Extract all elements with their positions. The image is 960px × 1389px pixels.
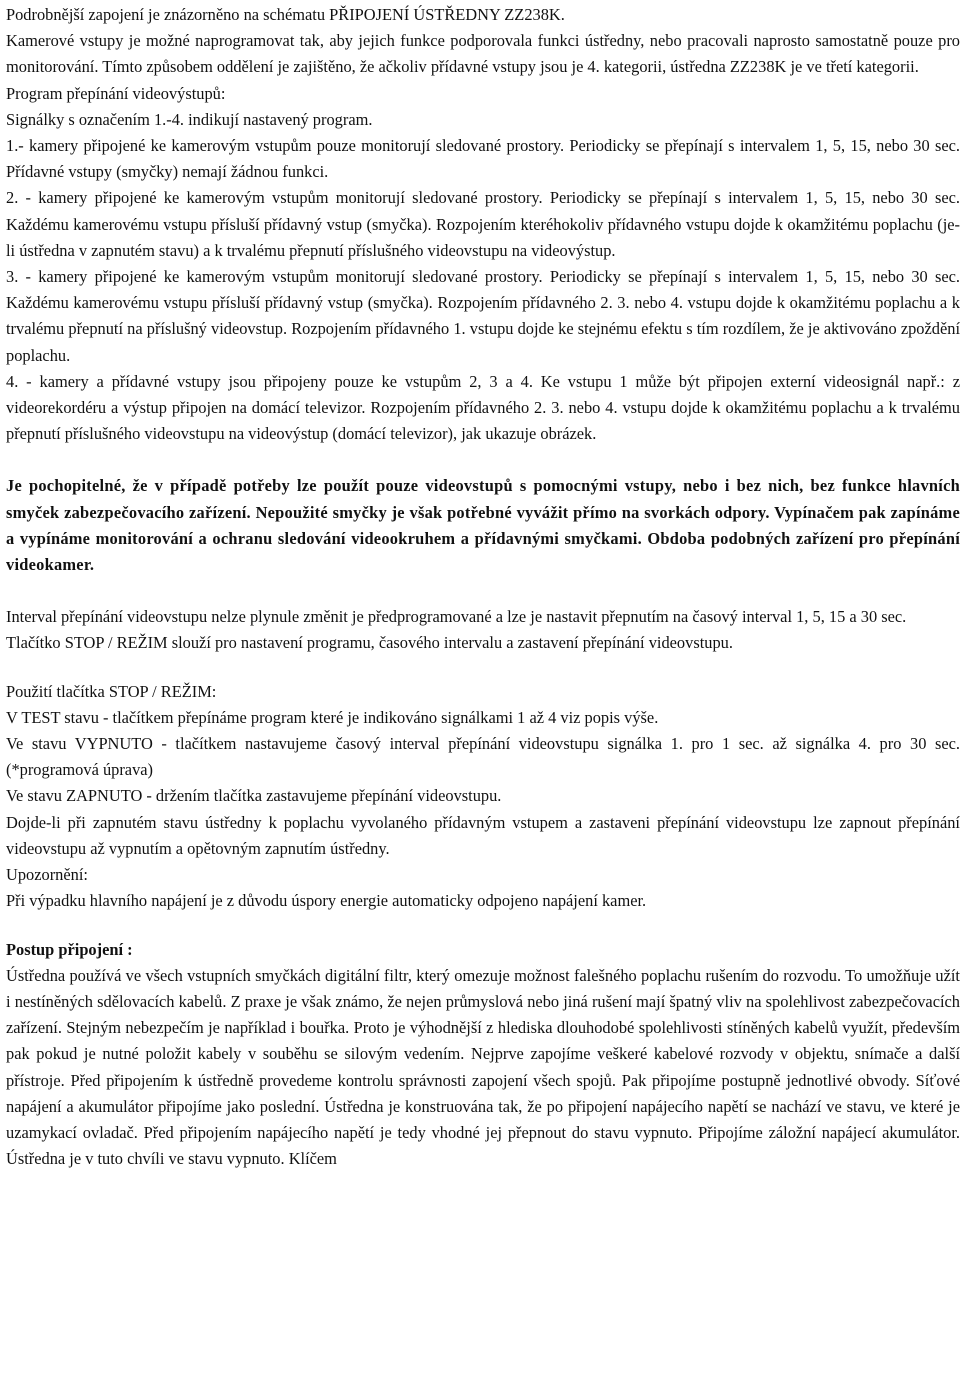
program-2-paragraph: 2. - kamery připojené ke kamerovým vstupům monitorují sledované prostory. Periodicky se přepínají s intervalem 1, 5, 15, nebo 30 sec. Každému kamerovému vstupu přísluší přídavný vstup (smyčka). Rozpojením kteréhokoliv přídavného vstupu dojde k okamžitému poplachu (je-li ústředna v zapnutém stavu) a k trvalému přepnutí příslušného videovstupu na videovýstup. (6, 188, 960, 260)
camera-inputs-paragraph: Kamerové vstupy je možné naprogramovat tak, aby jejich funkce podporovala funkci ústředny, nebo pracovali naprosto samostatně pouze pro monitorování. Tímto způsobem oddělení je zajištěno, že ačkoliv přídavné vstupy jsou je 4. kategorii, ústředna ZZ238K je ve třetí kategorii. (6, 31, 960, 77)
test-state-paragraph: V TEST stavu - tlačítkem přepínáme program které je indikováno signálkami 1 až 4 viz popis výše. (6, 707, 659, 727)
stop-mode-usage-heading: Použití tlačítka STOP / REŽIM: (6, 681, 217, 701)
switching-interval-paragraph: Interval přepínání videovstupu nelze plynule změnit je předprogramované a lze je nastavit přepnutím na časový interval 1, 5, 15 a 30 sec. (6, 607, 907, 627)
off-state-paragraph: Ve stavu VYPNUTO - tlačítkem nastavujeme časový interval přepínání videovstupu signálka 1. pro 1 sec. až signálka 4. pro 30 sec. (*programová úprava) (6, 734, 960, 780)
on-state-paragraph: Ve stavu ZAPNUTO - držením tlačítka zastavujeme přepínání videovstupu. (6, 786, 502, 806)
program-3-paragraph: 3. - kamery připojené ke kamerovým vstupům monitorují sledované prostory. Periodicky se přepínají s intervalem 1, 5, 15, nebo 30 sec. Každému kamerovému vstupu přísluší přídavný vstup (smyčka). Rozpojením přídavného 2. 3. nebo 4. vstupu dojde k okamžitému poplachu a k trvalému přepnutí na příslušný videovstup. Rozpojením přídavného 1. vstupu dojde ke stejnému efektu s tím rozdílem, že je aktivováno zpoždění poplachu. (6, 267, 960, 365)
connection-procedure-paragraph: Ústředna používá ve všech vstupních smyčkách digitální filtr, který omezuje možnost falešného poplachu rušením do rozvodu. To umožňuje užít i nestíněných sdělovacích kabelů. Z praxe je však známo, že nejen průmyslová nebo jiná rušení mají špatný vliv na spolehlivost zabezpečovacích zařízení. Stejným nebezpečím je například i bouřka. Proto je výhodnější z hlediska dlouhodobé spolehlivosti stíněných kabelů využít, především pak pokud je nutné položit kabely v souběhu se silovým vedením. Nejprve zapojíme veškeré kabelové rozvody v objektu, snímače a další přístroje. Před připojením k ústředně provedeme kontrolu správnosti zapojení všech spojů. Pak připojíme postupně jednotlivé obvody. Síťové napájení a akumulátor připojíme jako poslední. Ústředna je konstruována tak, že po připojení napájecího napětí se nachází ve stavu, ve které je uzamykací ovladač. Před připojením napájecího napětí je tedy vhodné jej přepnout do stavu vypnuto. Připojíme záložní napájecí akumulátor. Ústředna je v tuto chvíli ve stavu vypnuto. Klíčem (6, 965, 960, 1169)
warning-heading: Upozornění: (6, 865, 88, 885)
document-page (6, 2, 960, 1172)
connection-procedure-heading: Postup připojení : (6, 939, 133, 959)
indicator-lights-paragraph: Signálky s označením 1.-4. indikují nastavený program. (6, 109, 373, 129)
bold-note-paragraph: Je pochopitelné, že v případě potřeby lze použít pouze videovstupů s pomocnými vstupy, nebo i bez nich, bez funkce hlavních smyček zabezpečovacího zařízení. Nepoužité smyčky je však potřebné vyvážit přímo na svorkách odpory. Vypínačem pak zapínáme a vypínáme monitorování a ochranu sledování videookruhem a přídavnými smyčkami. Obdoba podobných zařízení pro přepínání videokamer. (6, 476, 960, 575)
power-failure-paragraph: Při výpadku hlavního napájení je z důvodu úspory energie automaticky odpojeno napájení kamer. (6, 891, 647, 911)
alarm-switching-paragraph: Dojde-li při zapnutém stavu ústředny k poplachu vyvolaného přídavným vstupem a zastaveni přepínání videovstupu lze zapnout přepínání videovstupu až vypnutím a opětovným zapnutím ústředny. (6, 812, 960, 858)
program-1-paragraph: 1.- kamery připojené ke kamerovým vstupům pouze monitorují sledované prostory. Periodicky se přepínají s intervalem 1, 5, 15, nebo 30 sec. Přídavné vstupy (smyčky) nemají žádnou funkci. (6, 136, 960, 182)
intro-schematic-reference: Podrobnější zapojení je znázorněno na schématu PŘIPOJENÍ ÚSTŘEDNY ZZ238K. (6, 5, 565, 24)
stop-mode-button-paragraph: Tlačítko STOP / REŽIM slouží pro nastavení programu, časového intervalu a zastavení přepínání videovstupu. (6, 633, 733, 653)
program-4-paragraph: 4. - kamery a přídavné vstupy jsou připojeny pouze ke vstupům 2, 3 a 4. Ke vstupu 1 může být připojen externí videosignál např.: z videorekordéru a výstup připojen na domácí televizor. Rozpojením přídavného 2. 3. nebo 4. vstupu dojde k okamžitému poplachu a k trvalému přepnutí příslušného videovstupu na videovýstup (domácí televizor), jak ukazuje obrázek. (6, 371, 960, 444)
video-output-program-heading: Program přepínání videovýstupů: (6, 83, 226, 103)
